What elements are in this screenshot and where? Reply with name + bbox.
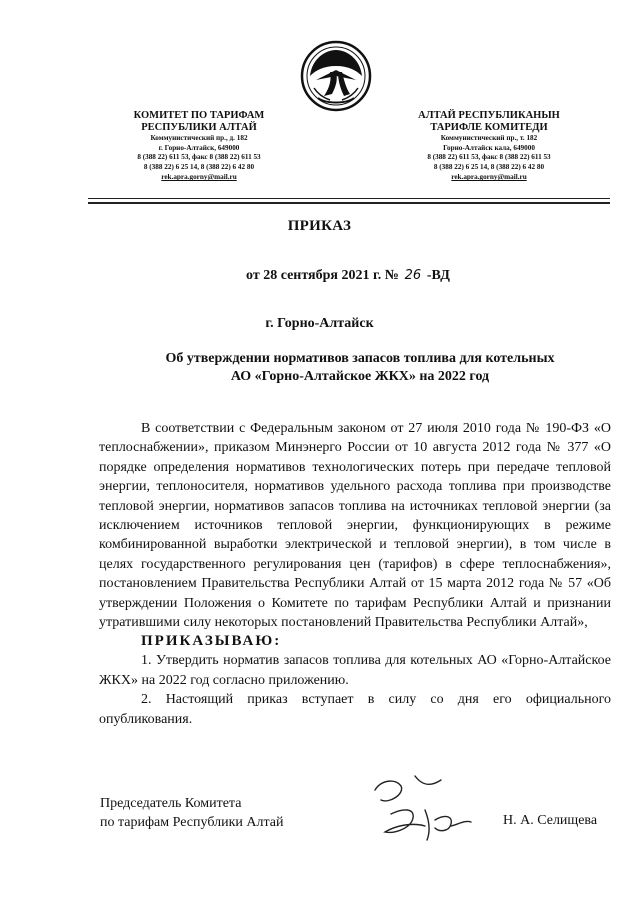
phone-line2: 8 (388 22) 6 25 14, 8 (388 22) 6 42 80	[433, 162, 545, 171]
order-item-2: 2. Настоящий приказ вступает в силу со дня его официального опубликования.	[99, 692, 611, 727]
order-number-suffix: -ВД	[426, 268, 450, 283]
email-link[interactable]: rek.apra.gorny@mail.ru	[451, 173, 527, 182]
preamble-paragraph: В соответствии с Федеральным законом от 27 июля 2010 года № 190-ФЗ «О теплоснабжении», приказом Минэнерго России от 10 августа 2012 года № 377 «О порядке определения нормативов технологических потерь при передаче тепловой энергии, теплоносителя, нормативов удельного расхода топлива при производстве тепловой энергии, нормативов запасов топлива на источниках тепловой энергии (за исключением источников тепловой энергии, функционирующих в режиме комбинированной выработки электрической и тепловой энергии), в том числе в целях государственного регулирования цен (тарифов) в сфере теплоснабжения», постановлением Правительства Республики Алтай от 15 марта 2012 года № 57 «Об утверждении Положения о Комитете по тарифам Республики Алтай и признании утратившими силу некоторых постановлений Правительства Республики Алтай»,	[99, 421, 611, 631]
handwritten-order-number: 26	[404, 268, 422, 283]
coat-of-arms-icon	[296, 36, 376, 116]
city: г. Горно-Алтайск	[265, 316, 374, 331]
phone-line1: 8 (388 22) 611 53, факс 8 (388 22) 611 53	[137, 153, 261, 162]
subject-line2: АО «Горно-Алтайское ЖКХ» на 2022 год	[230, 369, 490, 384]
handwritten-signature	[355, 770, 475, 850]
org-name-line1: КОМИТЕТ ПО ТАРИФАМ	[133, 110, 265, 121]
order-word: ПРИКАЗЫВАЮ:	[141, 633, 282, 650]
email-link[interactable]: rek.apra.gorny@mail.ru	[161, 173, 237, 182]
subject-line1: Об утверждении нормативов запасов топлива для котельных	[165, 351, 555, 366]
signatory-position	[100, 794, 283, 832]
header-left	[84, 110, 314, 182]
signatory-name: Н. А. Селищева	[503, 813, 598, 828]
address-line1: Коммунистический пр., д. 182	[150, 134, 248, 142]
position-line1: Председатель Комитета	[100, 796, 242, 811]
order-date-number	[246, 268, 450, 284]
order-item-1: 1. Утвердить норматив запасов топлива для котельных АО «Горно-Алтайское ЖКХ» на 2022 год согласно приложению.	[99, 653, 611, 688]
document-body	[99, 419, 611, 729]
position-line2: по тарифам Республики Алтай	[100, 815, 284, 830]
address-line1: Коммунистический пр., т. 182	[440, 134, 538, 142]
address-line2: Горно-Алтайск кала, 649000	[443, 143, 535, 152]
header-divider	[88, 202, 610, 204]
document-subject	[100, 350, 620, 386]
header-right	[374, 110, 604, 182]
org-name-line2: РЕСПУБЛИКИ АЛТАЙ	[141, 122, 257, 133]
org-name-line2: ТАРИФЛЕ КОМИТЕДИ	[430, 122, 548, 133]
document-title: ПРИКАЗ	[287, 218, 352, 234]
order-date: от 28 сентября 2021 г. №	[246, 268, 399, 283]
address-line2: г. Горно-Алтайск, 649000	[158, 143, 240, 152]
org-name-line1: АЛТАЙ РЕСПУБЛИКАНЫН	[418, 110, 560, 121]
header-divider	[88, 198, 610, 199]
phone-line1: 8 (388 22) 611 53, факс 8 (388 22) 611 53	[427, 153, 551, 162]
phone-line2: 8 (388 22) 6 25 14, 8 (388 22) 6 42 80	[143, 162, 255, 171]
